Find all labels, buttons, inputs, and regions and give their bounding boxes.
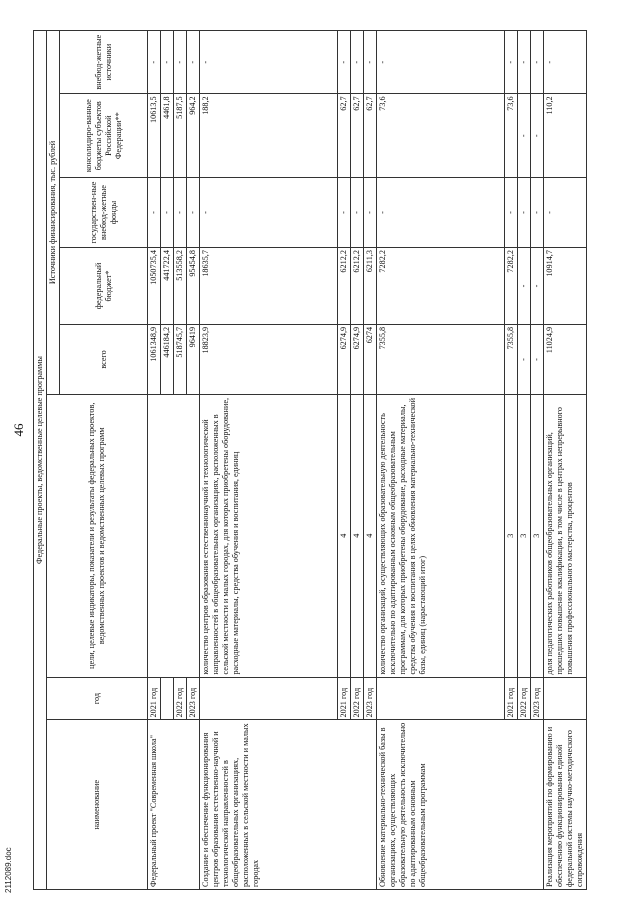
table-title: Федеральные проекты, ведомственные целевые программы [34, 31, 47, 890]
row-total: 1061348,9 [148, 324, 161, 394]
header-extra: внебюд-жетные источники [60, 31, 148, 94]
row-year [544, 677, 587, 720]
row-extra: - [148, 31, 161, 94]
row-regional: - [518, 94, 531, 178]
row-state-funds: - [518, 178, 531, 248]
table-row [148, 31, 161, 890]
row-total: 446184,2 [161, 324, 174, 394]
row-goal: количество центров образования естественнонаучной и технологической направленностей в общеобразовательных организациях, расположенных в сельской местности и малых городах, для которых приобретены оборудование, расходные материалы, средства обучения и воспитания, единиц [200, 394, 338, 677]
row-goal [148, 394, 200, 677]
row-state-funds: - [544, 178, 587, 248]
row-goal: 3 [505, 394, 518, 677]
row-regional: 10613,5 [148, 94, 161, 178]
row-total: 7355,8 [377, 324, 505, 394]
row-federal: 18635,7 [200, 248, 338, 325]
header-name: наименование [47, 720, 148, 890]
row-federal: - [531, 248, 544, 325]
row-state-funds: - [200, 178, 338, 248]
row-regional: 73,6 [377, 94, 505, 178]
table-row [200, 31, 338, 890]
row-goal: 4 [364, 394, 377, 677]
row-year: 2021 год [148, 677, 161, 720]
row-name: Обновление материально-технической базы в организациях, осуществляющих образовательную деятельность исключительно по адаптированным основным общеобразовательным программам [377, 720, 544, 890]
row-regional: 964,2 [187, 94, 200, 178]
row-federal: - [518, 248, 531, 325]
row-extra: - [174, 31, 187, 94]
document-code: 2112089.doc [4, 847, 13, 893]
row-extra: - [364, 31, 377, 94]
row-goal: 3 [531, 394, 544, 677]
row-year: 2022 год [174, 677, 187, 720]
row-name: Реализация мероприятий по формированию и обеспечению функционирования единой федеральной системы научно-методического сопровождения [544, 720, 587, 890]
row-regional: 5187,5 [174, 94, 187, 178]
row-total: 18823,9 [200, 324, 338, 394]
row-year: 2021 год [505, 677, 518, 720]
row-federal: 513558,2 [174, 248, 187, 325]
row-state-funds: - [531, 178, 544, 248]
row-total: - [531, 324, 544, 394]
row-year [161, 677, 174, 720]
row-name: Создание и обеспечение функционирования центров образования естественно-научной и технологической направленностей в общеобразовательных организациях, расположенных в сельской местности и малых городах [200, 720, 377, 890]
row-regional: 62,7 [338, 94, 351, 178]
row-federal: 95454,8 [187, 248, 200, 325]
row-federal: 7282,2 [505, 248, 518, 325]
row-state-funds: - [377, 178, 505, 248]
header-regional: консолидиро-ванные бюджеты субъектов Российской Федерации** [60, 94, 148, 178]
row-federal: 6211,3 [364, 248, 377, 325]
row-extra: - [518, 31, 531, 94]
row-total: 11024,9 [544, 324, 587, 394]
header-sources: Источники финансирования, тыс. рублей [47, 31, 60, 395]
row-goal: 4 [338, 394, 351, 677]
table-row [377, 31, 505, 890]
row-regional: - [531, 94, 544, 178]
row-regional: 73,6 [505, 94, 518, 178]
row-year: 2022 год [518, 677, 531, 720]
row-state-funds: - [505, 178, 518, 248]
table-row [544, 31, 587, 890]
row-goal: количество организаций, осуществляющих образовательную деятельность исключительно по адаптированным основным общеобразовательным программам, для которых приобретены оборудование, расходные материалы, средства обучения и воспитания в целях обновления материально-технической базы, единиц (нарастающий итог) [377, 394, 505, 677]
row-year [200, 677, 338, 720]
row-extra: - [161, 31, 174, 94]
row-year: 2021 год [338, 677, 351, 720]
row-year: 2023 год [187, 677, 200, 720]
row-federal: 441722,4 [161, 248, 174, 325]
row-federal: 6212,2 [338, 248, 351, 325]
row-total: 96419 [187, 324, 200, 394]
row-regional: 188,2 [200, 94, 338, 178]
header-year: год [47, 677, 148, 720]
row-extra: - [544, 31, 587, 94]
rotated-content [11, 20, 625, 890]
row-total: 7355,8 [505, 324, 518, 394]
row-federal: 1050735,4 [148, 248, 161, 325]
row-extra: - [338, 31, 351, 94]
row-total: 6274,9 [338, 324, 351, 394]
row-state-funds: - [174, 178, 187, 248]
row-total: 6274,9 [351, 324, 364, 394]
row-name: Федеральный проект "Современная школа" [148, 720, 200, 890]
row-federal: 7282,2 [377, 248, 505, 325]
row-regional: 4461,8 [161, 94, 174, 178]
row-total: - [518, 324, 531, 394]
row-state-funds: - [351, 178, 364, 248]
row-regional: 62,7 [364, 94, 377, 178]
row-state-funds: - [148, 178, 161, 248]
page-number: 46 [11, 423, 26, 437]
row-state-funds: - [161, 178, 174, 248]
row-state-funds: - [187, 178, 200, 248]
row-year: 2023 год [531, 677, 544, 720]
row-regional: 110,2 [544, 94, 587, 178]
row-goal: 4 [351, 394, 364, 677]
row-extra: - [351, 31, 364, 94]
row-extra: - [200, 31, 338, 94]
row-extra: - [531, 31, 544, 94]
row-extra: - [377, 31, 505, 94]
row-state-funds: - [364, 178, 377, 248]
row-goal: 3 [518, 394, 531, 677]
row-year [377, 677, 505, 720]
row-total: 518745,7 [174, 324, 187, 394]
header-federal: федеральный бюджет* [60, 248, 148, 325]
row-federal: 10914,7 [544, 248, 587, 325]
row-goal: доля педагогических работников общеобразовательных организаций, прошедших повышение квалификации, в том числе в центрах непрерывного повышения профессионального мастерства, процентов [544, 394, 587, 677]
header-total: всего [60, 324, 148, 394]
row-total: 6274 [364, 324, 377, 394]
row-federal: 6212,2 [351, 248, 364, 325]
row-extra: - [505, 31, 518, 94]
header-state-funds: государствен-ные внебюд-жетные фонды [60, 178, 148, 248]
row-year: 2022 год [351, 677, 364, 720]
row-year: 2023 год [364, 677, 377, 720]
row-state-funds: - [338, 178, 351, 248]
header-goals: цели, целевые индикаторы, показатели и результаты федеральных проектов, ведомственных проектов и ведомственных целевых программ [47, 394, 148, 677]
program-table [33, 30, 587, 890]
row-regional: 62,7 [351, 94, 364, 178]
row-extra: - [187, 31, 200, 94]
